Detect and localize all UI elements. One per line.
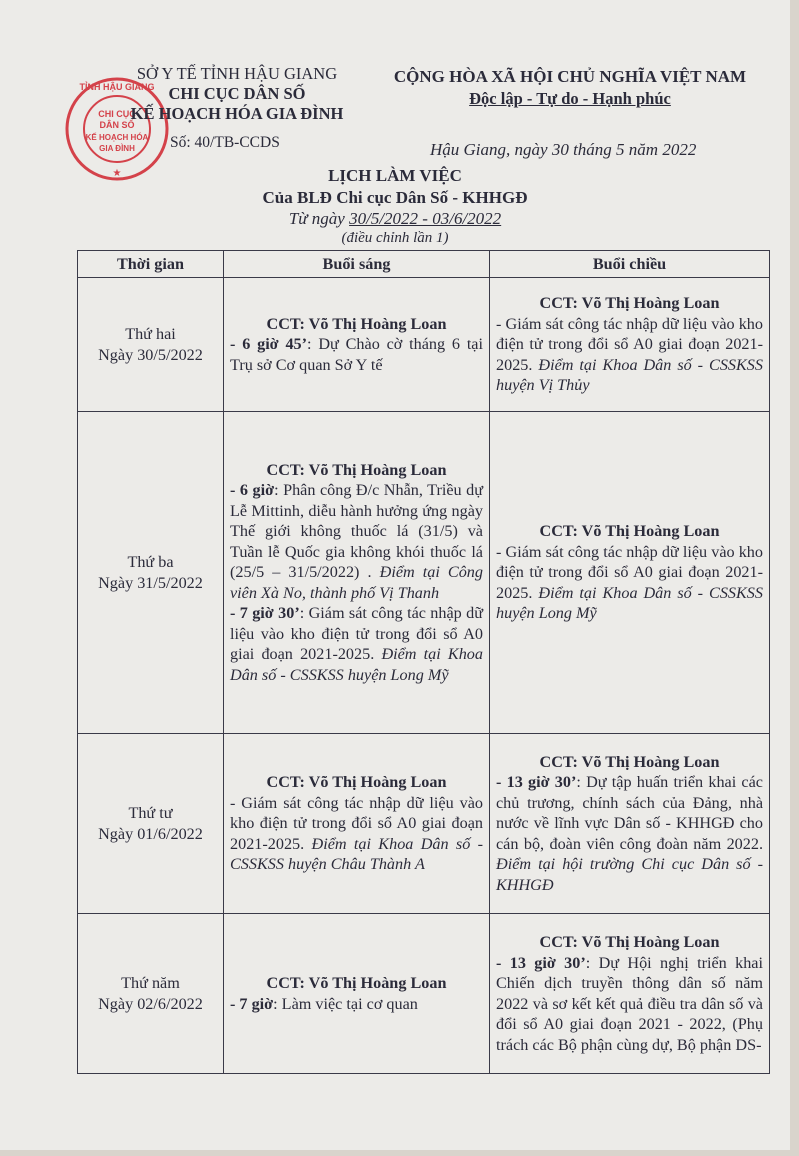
- event-text: : Dự Chào cờ tháng 6 tại Trụ sở Cơ quan Sở Y tế: [230, 335, 483, 374]
- event-text: : Giám sát công tác nhập dữ liệu vào kho điện tử trong đổi sổ A0 giai đoạn 2021-2025.: [230, 604, 484, 664]
- event-text: - Giám sát công tác nhập dữ liệu vào kho điện tử trong đổi sổ A0 giai đoạn 2021-2025.: [496, 542, 763, 602]
- event-text: : Phân công Đ/c Nhẫn, Triều dự Lễ Mittinh, diễu hành hưởng ứng ngày Thế giới không thuốc lá (31/5) và Tuần lễ Quốc gia không khói thuốc lá (25/5 – 31/5/2022) .: [230, 481, 483, 582]
- table-row: [78, 278, 770, 412]
- event-time: - 6 giờ 45’: [230, 335, 308, 354]
- event-text: : Làm việc tại cơ quan: [273, 994, 418, 1013]
- event-place: Điểm tại Khoa Dân số - CSSKSS huyện Long Mỹ: [230, 645, 483, 684]
- revision-note: (điều chỉnh lần 1): [341, 230, 449, 246]
- svg-text:DÂN SỐ: DÂN SỐ: [99, 120, 135, 130]
- day-date: Ngày 30/5/2022: [98, 345, 203, 364]
- table-header-row: [78, 251, 770, 278]
- afternoon-cell: [490, 278, 770, 412]
- agency-line-2: CHI CỤC DÂN SỐ: [168, 84, 306, 103]
- day-cell: [78, 412, 224, 734]
- country-name: CỘNG HÒA XÃ HỘI CHỦ NGHĨA VIỆT NAM: [393, 67, 747, 86]
- event-time: - 7 giờ: [230, 994, 274, 1013]
- day-date: Ngày 01/6/2022: [98, 824, 203, 843]
- morning-cell: [224, 914, 490, 1074]
- morning-cell: [224, 278, 490, 412]
- day-cell: [78, 914, 224, 1074]
- leader-name: CCT: Võ Thị Hoàng Loan: [539, 752, 720, 771]
- national-header: [380, 66, 760, 110]
- morning-cell: [224, 734, 490, 914]
- range-dates: 30/5/2022 - 03/6/2022: [349, 209, 502, 228]
- leader-name: CCT: Võ Thị Hoàng Loan: [266, 460, 447, 479]
- event-text: - Giám sát công tác nhập dữ liệu vào kho điện tử trong đổi sổ A0 giai đoạn 2021-2025.: [230, 793, 483, 853]
- leader-name: CCT: Võ Thị Hoàng Loan: [539, 294, 720, 313]
- table-row: [78, 914, 770, 1074]
- agency-line-3: KẾ HOẠCH HÓA GIA ĐÌNH: [130, 104, 344, 123]
- svg-text:★: ★: [112, 168, 122, 179]
- event-text: : Dự tập huấn triển khai các chủ trương, chính sách của Đảng, nhà nước về lĩnh vực Dân số - KHHGĐ cho cán bộ, đoàn viên công đoàn năm 2022.: [496, 773, 763, 853]
- table-row: [78, 734, 770, 914]
- weekday: Thứ năm: [121, 974, 180, 992]
- event-place: Điểm tại Khoa Dân số - CSSKSS huyện Vị Thủy: [496, 355, 763, 395]
- schedule-date-range: [0, 209, 790, 229]
- date-line: Hậu Giang, ngày 30 tháng 5 năm 2022: [430, 140, 697, 159]
- event-text: : Dự Hội nghị triển khai Chiến dịch truyền thông dân số năm 2022 và sơ kết kết quả điều tra dân số và đổi sổ A0 giai đoạn 2021 - 2022, (Phụ trách các Bộ phận cùng dự, Bộ phận DS-: [496, 953, 763, 1054]
- svg-text:KẾ HOẠCH HÓA: KẾ HOẠCH HÓA: [85, 133, 149, 142]
- header-morning: Buổi sáng: [224, 251, 490, 278]
- leader-name: CCT: Võ Thị Hoàng Loan: [539, 522, 720, 541]
- event-place: Điểm tại Khoa Dân số - CSSKSS huyện Long Mỹ: [496, 583, 763, 623]
- svg-text:TỈNH HẬU GIANG: TỈNH HẬU GIANG: [79, 82, 155, 92]
- weekday: Thứ ba: [127, 553, 174, 571]
- afternoon-cell: [490, 734, 770, 914]
- document-number: Số: 40/TB-CCDS: [170, 134, 280, 151]
- national-motto: Độc lập - Tự do - Hạnh phúc: [469, 89, 671, 108]
- event-time: - 13 giờ 30’: [496, 773, 577, 792]
- agency-line-1: SỞ Y TẾ TỈNH HẬU GIANG: [136, 64, 338, 83]
- event-place: Điểm tại Công viên Xà No, thành phố Vị Thanh: [230, 563, 483, 602]
- svg-text:GIA ĐÌNH: GIA ĐÌNH: [99, 144, 135, 153]
- table-row: [78, 412, 770, 734]
- event-time: - 7 giờ 30’: [230, 604, 300, 623]
- leader-name: CCT: Võ Thị Hoàng Loan: [266, 773, 447, 792]
- svg-text:CHI CỤC: CHI CỤC: [98, 109, 136, 119]
- morning-cell: [224, 412, 490, 734]
- weekday: Thứ tư: [128, 804, 173, 822]
- leader-name: CCT: Võ Thị Hoàng Loan: [539, 933, 720, 951]
- schedule-table: [77, 250, 770, 1074]
- schedule-subtitle: Của BLĐ Chi cục Dân Số - KHHGĐ: [262, 188, 528, 207]
- header-afternoon: Buổi chiều: [490, 251, 770, 278]
- day-date: Ngày 31/5/2022: [98, 573, 203, 592]
- day-date: Ngày 02/6/2022: [98, 994, 203, 1013]
- day-cell: [78, 734, 224, 914]
- day-cell: [78, 278, 224, 412]
- event-place: Điểm tại hội trường Chi cục Dân số - KHHGĐ: [496, 855, 763, 894]
- afternoon-cell: [490, 412, 770, 734]
- header-time: Thời gian: [78, 251, 224, 278]
- event-place: Điểm tại Khoa Dân số - CSSKSS huyện Châu Thành A: [230, 834, 484, 874]
- event-time: - 6 giờ: [230, 481, 275, 500]
- leader-name: CCT: Võ Thị Hoàng Loan: [266, 314, 447, 333]
- leader-name: CCT: Võ Thị Hoàng Loan: [266, 974, 447, 992]
- schedule-title: LỊCH LÀM VIỆC: [328, 166, 462, 185]
- event-text: - Giám sát công tác nhập dữ liệu vào kho điện tử trong đổi sổ A0 giai đoạn 2021-2025.: [496, 314, 763, 374]
- issuing-agency: [92, 64, 382, 124]
- weekday: Thứ hai: [125, 325, 176, 343]
- range-prefix: Từ ngày: [288, 209, 350, 228]
- afternoon-cell: [490, 914, 770, 1074]
- event-time: - 13 giờ 30’: [496, 953, 586, 972]
